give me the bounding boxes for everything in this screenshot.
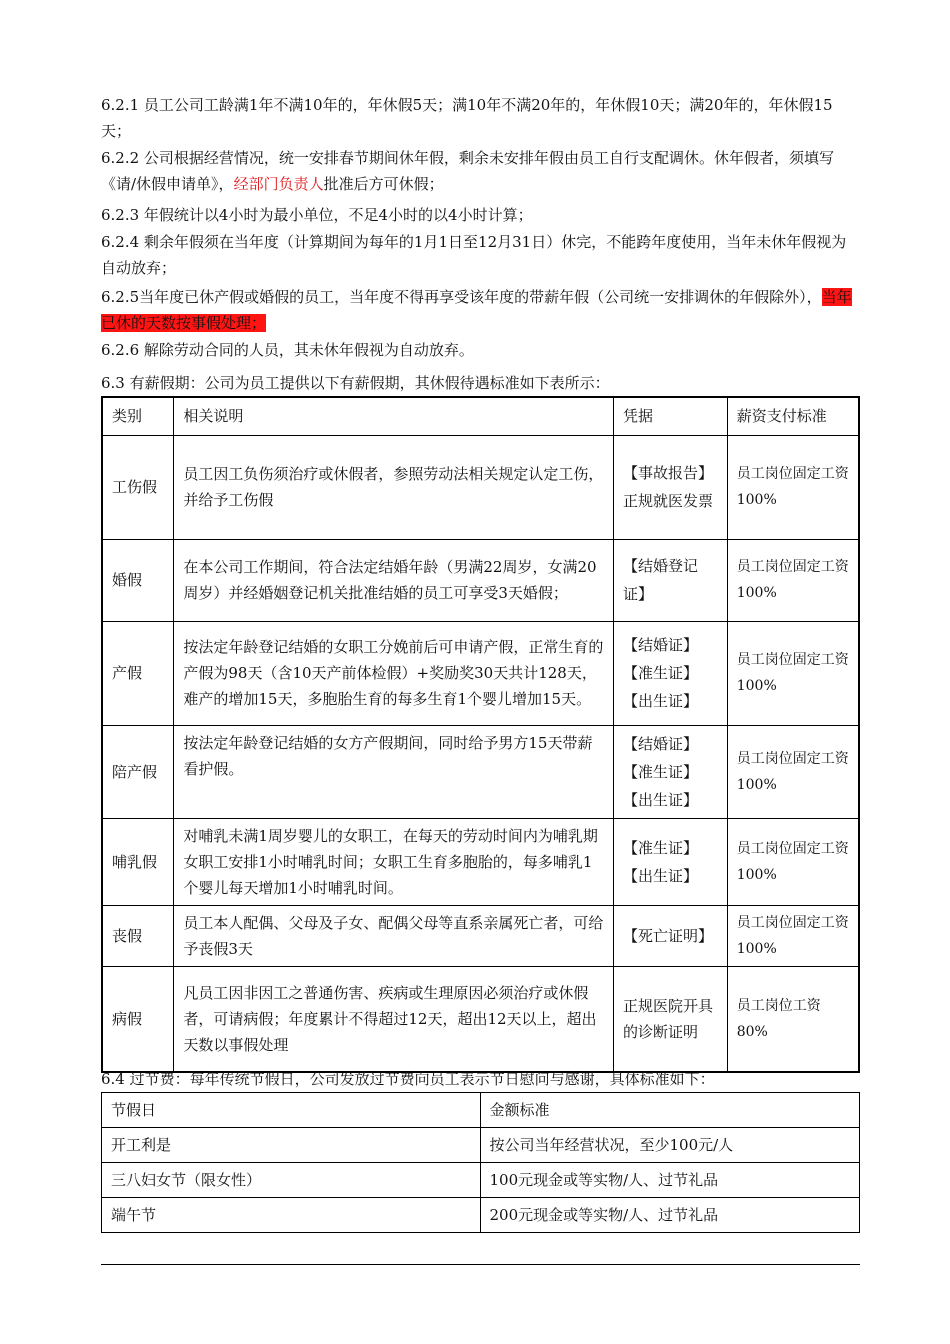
holiday-name: 开工利是 bbox=[102, 1128, 481, 1163]
header-amount: 金额标准 bbox=[480, 1093, 860, 1128]
proof-item: 【结婚证】 bbox=[622, 734, 698, 753]
leave-proof bbox=[613, 539, 727, 621]
table-row bbox=[102, 621, 859, 725]
header-desc: 相关说明 bbox=[174, 397, 614, 435]
leave-desc: 按法定年龄登记结婚的女职工分娩前后可申请产假，正常生育的产假为98天（含10天产前体检假）+奖励奖30天共计128天，难产的增加15天，多胞胎生育的每多生育1个婴儿增加15天。 bbox=[174, 621, 614, 725]
proof-item: 【准生证】 bbox=[622, 762, 698, 781]
leave-proof: 正规医院开具的诊断证明 bbox=[613, 966, 727, 1072]
footer-divider bbox=[101, 1264, 860, 1265]
leave-desc: 在本公司工作期间，符合法定结婚年龄（男满22周岁，女满20周岁）并经婚姻登记机关批准结婚的员工可享受3天婚假； bbox=[174, 539, 614, 621]
holiday-amount: 100元现金或等实物/人、过节礼品 bbox=[480, 1163, 860, 1198]
para-6-2-2-red-text: 经部门负责人 bbox=[233, 175, 324, 193]
proof-item: 【准生证】 bbox=[622, 838, 698, 857]
header-proof: 凭据 bbox=[613, 397, 727, 435]
leave-proof bbox=[613, 818, 727, 905]
leave-proof bbox=[613, 725, 727, 818]
proof-item: 正规就医发票 bbox=[622, 492, 713, 510]
leave-table bbox=[101, 396, 860, 1073]
leave-pay: 员工岗位工资80% bbox=[727, 966, 859, 1072]
header-type: 类别 bbox=[102, 397, 174, 435]
proof-item: 【事故报告】 bbox=[622, 464, 713, 482]
leave-pay: 员工岗位固定工资100% bbox=[727, 905, 859, 966]
leave-desc: 凡员工因非因工之普通伤害、疾病或生理原因必须治疗或休假者，可请病假；年度累计不得超过12天，超出12天以上，超出天数以事假处理 bbox=[174, 966, 614, 1072]
leave-type: 产假 bbox=[102, 621, 174, 725]
proof-item: 【出生证】 bbox=[622, 692, 698, 710]
table-row bbox=[102, 1198, 860, 1233]
para-6-2-2-text-b: 批准后方可休假； bbox=[323, 175, 444, 193]
proof-item: 【准生证】 bbox=[622, 664, 698, 682]
table-row bbox=[102, 966, 859, 1072]
holiday-name: 三八妇女节（限女性） bbox=[102, 1163, 481, 1198]
para-6-2-3: 6.2.3 年假统计以4小时为最小单位，不足4小时的以4小时计算； bbox=[101, 206, 533, 224]
para-6-2-5-highlight: 当年已休的天数按事假处理； bbox=[101, 288, 852, 332]
leave-pay: 员工岗位固定工资100% bbox=[727, 435, 859, 539]
holiday-name: 端午节 bbox=[102, 1198, 481, 1233]
leave-desc: 按法定年龄登记结婚的女方产假期间，同时给予男方15天带薪看护假。 bbox=[174, 725, 614, 818]
para-6-2-4: 6.2.4 剩余年假须在当年度（计算期间为每年的1月1日至12月31日）休完，不能跨年度使用，当年未休年假视为自动放弃； bbox=[101, 233, 847, 277]
holiday-table bbox=[101, 1092, 860, 1233]
holiday-amount: 200元现金或等实物/人、过节礼品 bbox=[480, 1198, 860, 1233]
header-holiday: 节假日 bbox=[102, 1093, 481, 1128]
leave-type: 病假 bbox=[102, 966, 174, 1072]
leave-desc: 对哺乳未满1周岁婴儿的女职工，在每天的劳动时间内为哺乳期女职工安排1小时哺乳时间；女职工生育多胞胎的，每多哺乳1个婴儿每天增加1小时哺乳时间。 bbox=[174, 818, 614, 905]
leave-desc: 员工因工负伤须治疗或休假者，参照劳动法相关规定认定工伤，并给予工伤假 bbox=[174, 435, 614, 539]
table-row bbox=[102, 818, 859, 905]
table-row bbox=[102, 539, 859, 621]
para-6-3: 6.3 有薪假期：公司为员工提供以下有薪假期，其休假待遇标准如下表所示： bbox=[101, 374, 610, 392]
para-6-2-6: 6.2.6 解除劳动合同的人员，其未休年假视为自动放弃。 bbox=[101, 341, 474, 359]
leave-proof: 【死亡证明】 bbox=[613, 905, 727, 966]
holiday-table-header bbox=[102, 1093, 860, 1128]
leave-pay: 员工岗位固定工资100% bbox=[727, 621, 859, 725]
table-row bbox=[102, 1128, 860, 1163]
proof-item: 【出生证】 bbox=[622, 866, 698, 885]
proof-item: 【结婚登记证】 bbox=[622, 557, 698, 603]
table-row bbox=[102, 905, 859, 966]
table-row bbox=[102, 725, 859, 818]
holiday-amount: 按公司当年经营状况，至少100元/人 bbox=[480, 1128, 860, 1163]
leave-proof bbox=[613, 621, 727, 725]
leave-type: 婚假 bbox=[102, 539, 174, 621]
proof-item: 【结婚证】 bbox=[622, 636, 698, 654]
leave-proof bbox=[613, 435, 727, 539]
para-6-2-5-text: 6.2.5当年度已休产假或婚假的员工，当年度不得再享受该年度的带薪年假（公司统一安排调休的年假除外）， bbox=[101, 288, 822, 306]
header-pay: 薪资支付标准 bbox=[727, 397, 859, 435]
leave-desc: 员工本人配偶、父母及子女、配偶父母等直系亲属死亡者，可给予丧假3天 bbox=[174, 905, 614, 966]
para-6-2-1: 6.2.1 员工公司工龄满1年不满10年的，年休假5天；满10年不满20年的，年休假10天；满20年的，年休假15天； bbox=[101, 96, 833, 140]
leave-type: 丧假 bbox=[102, 905, 174, 966]
proof-item: 【出生证】 bbox=[622, 790, 698, 809]
leave-table-header bbox=[102, 397, 859, 435]
leave-pay: 员工岗位固定工资100% bbox=[727, 818, 859, 905]
para-6-4: 6.4 过节费：每年传统节假日，公司发放过节费向员工表示节日慰问与感谢，具体标准如下： bbox=[101, 1070, 715, 1088]
leave-pay: 员工岗位固定工资100% bbox=[727, 539, 859, 621]
para-6-2-2-text-a: 6.2.2 公司根据经营情况，统一安排春节期间休年假，剩余未安排年假由员工自行支配调休。休年假者，须填写《请/休假申请单》， bbox=[101, 149, 834, 193]
para-6-2-2 bbox=[101, 145, 860, 197]
leave-type: 哺乳假 bbox=[102, 818, 174, 905]
leave-pay: 员工岗位固定工资100% bbox=[727, 725, 859, 818]
table-row bbox=[102, 435, 859, 539]
para-6-2-5 bbox=[101, 284, 860, 336]
leave-type: 工伤假 bbox=[102, 435, 174, 539]
table-row bbox=[102, 1163, 860, 1198]
leave-type: 陪产假 bbox=[102, 725, 174, 818]
